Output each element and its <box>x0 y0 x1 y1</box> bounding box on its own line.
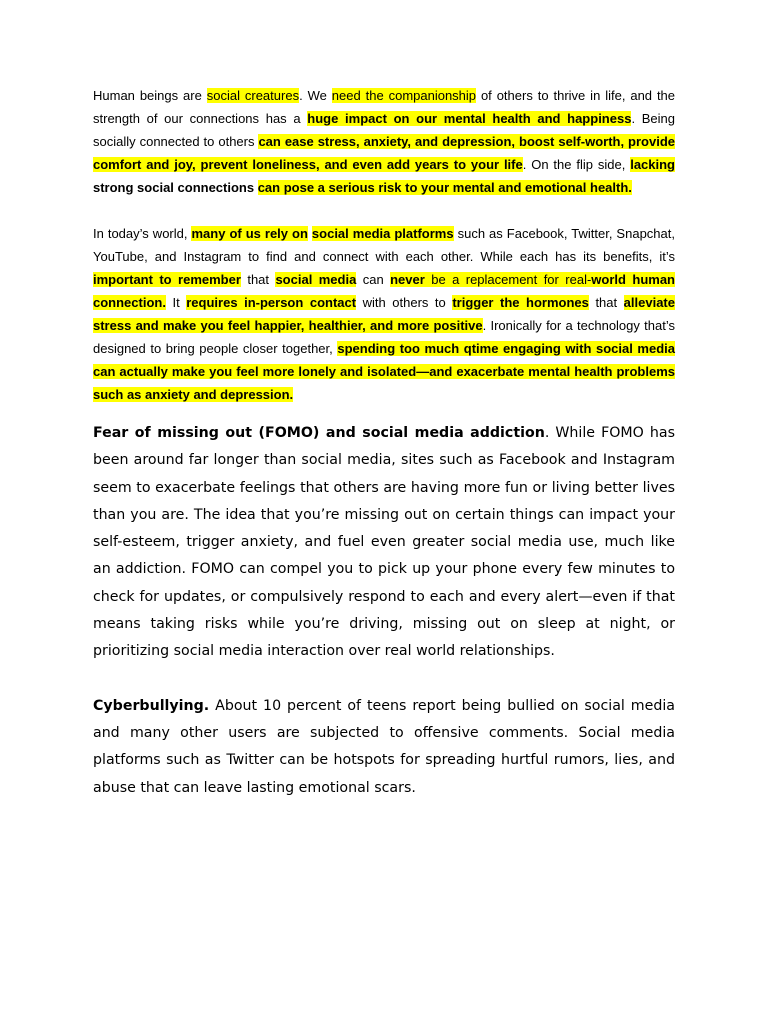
text-run: that <box>588 295 624 310</box>
text-run: can <box>356 272 391 287</box>
paragraph-social-creatures <box>93 84 675 199</box>
highlighted-bold-text: can ease stress, anxiety, and depression, boost self-worth, provide comfort and joy, prevent loneliness, and even add years to your life <box>93 134 675 172</box>
section-heading-fomo: Fear of missing out (FOMO) and social media addiction <box>93 425 545 441</box>
text-run: . Being socially connected to others <box>93 111 675 149</box>
highlighted-bold-text: social media platforms <box>311 226 454 241</box>
text-run: of others to thrive in life, and the strength of our connections has a <box>93 88 676 126</box>
text-run: In today’s world, <box>93 226 192 241</box>
highlighted-bold-text: lacking <box>630 157 675 172</box>
highlighted-text: be a replacement for real- <box>424 272 592 287</box>
text-run: . On the flip side, <box>522 157 631 172</box>
text-run: . Ironically for a technology that’s designed to bring people closer together, <box>93 318 676 356</box>
text-run: Human beings are <box>93 88 207 103</box>
text-run: . While FOMO has been around far longer than social media, sites such as Facebook and Instagram seem to exacerbate feelings that others are having more fun or living better lives than you are. The idea that you’re missing out on certain things can impact your self-esteem, trigger anxiety, and fuel even greater social media use, much like an addiction. FOMO can compel you to pick up your phone every few minutes to check for updates, or compulsively respond to each and every alert—even if that means taking risks while you’re driving, missing out on sleep at night, or prioritizing social media interaction over real world relationships. <box>93 425 675 660</box>
highlighted-bold-text: alleviate stress and make you feel happier, healthier, and more positive <box>93 295 675 333</box>
highlighted-bold-text: social media <box>275 272 357 287</box>
document-page <box>93 84 675 802</box>
highlighted-bold-text: world human connection. <box>93 272 675 310</box>
text-run: such as Facebook, Twitter, Snapchat, YouTube, and Instagram to find and connect with each other. While each has its benefits, it’s <box>93 226 675 264</box>
highlighted-text: need the companionship <box>331 88 477 103</box>
text-run: It <box>165 295 187 310</box>
highlighted-bold-text: huge impact on our mental health and happiness <box>307 111 632 126</box>
highlighted-bold-text: spending too much qtime engaging with social media can actually make you feel more lonely and isolated—and exacerbate mental health problems such as anxiety and depression. <box>93 341 675 402</box>
text-run: with others to <box>356 295 453 310</box>
text-run: About 10 percent of teens report being bullied on social media and many other users are subjected to offensive comments. Social media platforms such as Twitter can be hotspots for spreading hurtful rumors, lies, and abuse that can leave lasting emotional scars. <box>93 697 675 796</box>
paragraph-social-media-platforms <box>93 222 675 406</box>
highlighted-bold-text: important to remember <box>93 272 241 287</box>
bold-text: strong social connections <box>93 180 258 195</box>
highlighted-bold-text: can pose a serious risk to your mental and emotional health. <box>257 180 632 195</box>
highlighted-bold-text: never <box>390 272 425 287</box>
highlighted-bold-text: many of us rely on <box>191 226 308 241</box>
paragraph-fomo <box>93 420 675 666</box>
section-heading-cyberbullying: Cyberbullying. <box>93 697 210 714</box>
highlighted-bold-text: requires in-person contact <box>186 295 357 310</box>
paragraph-cyberbullying <box>93 693 675 802</box>
text-run: that <box>240 272 276 287</box>
highlighted-bold-text: trigger the hormones <box>452 295 589 310</box>
highlighted-text: social creatures <box>206 88 300 103</box>
text-run: . We <box>299 88 332 103</box>
